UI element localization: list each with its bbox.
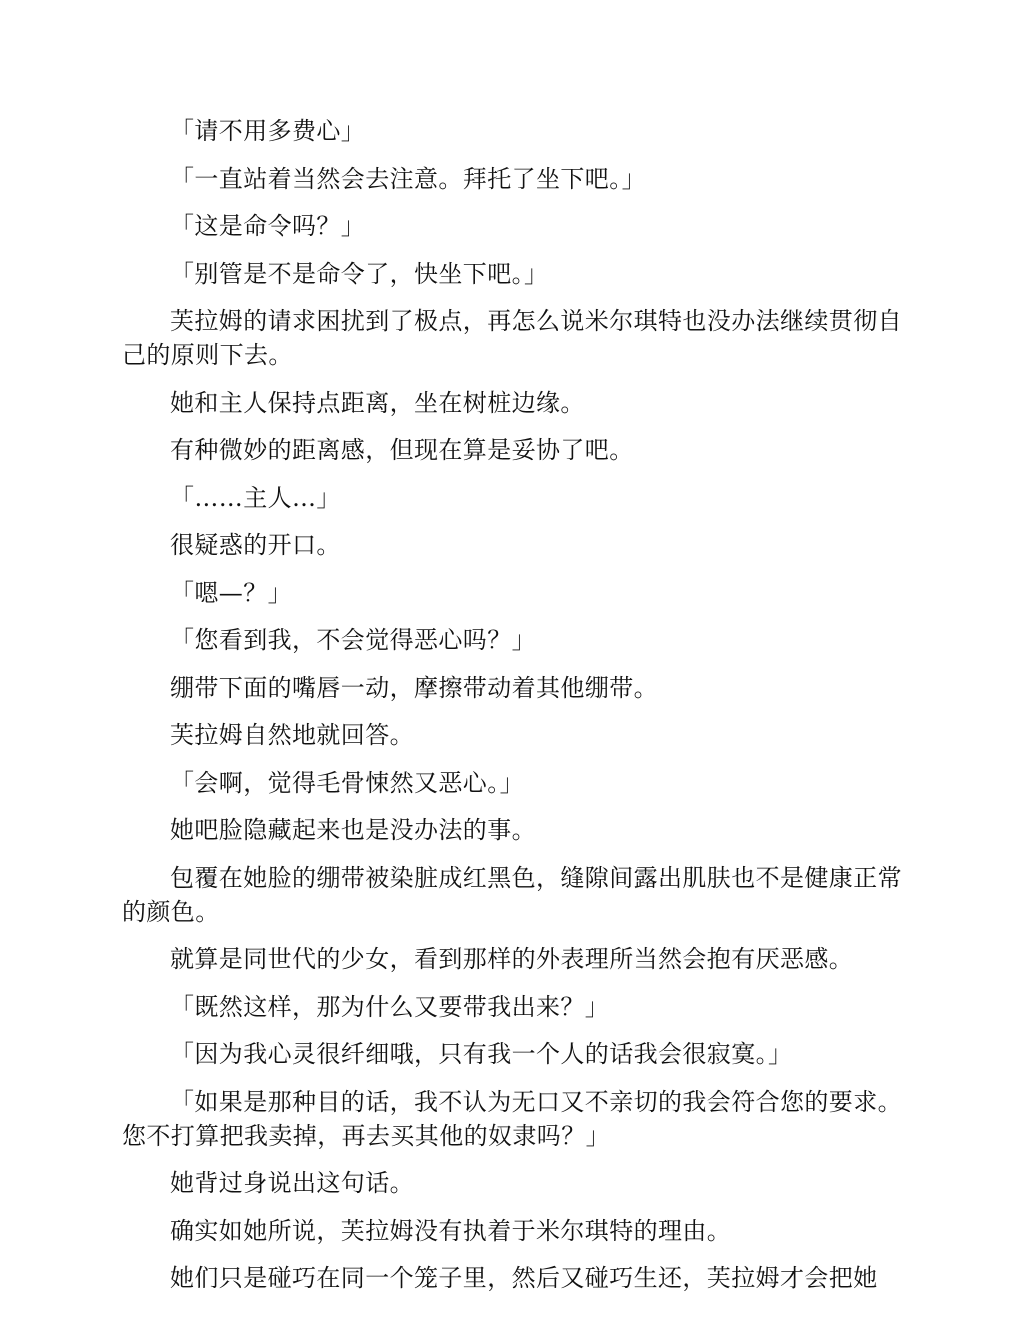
- paragraph-20: 「如果是那种目的话，我不认为无口又不亲切的我会符合您的要求。您不打算把我卖掉，再去买其他的奴隶吗？」: [122, 1087, 902, 1150]
- paragraph-12: 绷带下面的嘴唇一动，摩擦带动着其他绷带。: [170, 673, 658, 702]
- paragraph-4: 「别管是不是命令了，快坐下吧。」: [170, 259, 549, 288]
- paragraph-11: 「您看到我，不会觉得恶心吗？」: [170, 626, 536, 654]
- paragraph-14: 「会啊，觉得毛骨悚然又恶心。」: [170, 768, 524, 797]
- paragraph-23: 她们只是碰巧在同一个笼子里，然后又碰巧生还，芙拉姆才会把她: [170, 1264, 878, 1292]
- paragraph-1: 「请不用多费心」: [170, 117, 366, 145]
- paragraph-10: 「嗯—？」: [170, 578, 292, 607]
- paragraph-5: 芙拉姆的请求困扰到了极点，再怎么说米尔琪特也没办法继续贯彻自己的原则下去。: [122, 307, 902, 369]
- paragraph-19: 「因为我心灵很纤细哦，只有我一个人的话我会很寂寞。」: [170, 1040, 793, 1068]
- paragraph-16: 包覆在她脸的绷带被染脏成红黑色，缝隙间露出肌肤也不是健康正常的颜色。: [122, 863, 902, 926]
- paragraph-21: 她背过身说出这句话。: [170, 1169, 414, 1197]
- paragraph-3: 「这是命令吗？」: [170, 212, 366, 240]
- paragraph-2: 「一直站着当然会去注意。拜托了坐下吧。」: [170, 164, 646, 193]
- paragraph-6: 她和主人保持点距离，坐在树桩边缘。: [170, 388, 585, 417]
- paragraph-22: 确实如她所说，芙拉姆没有执着于米尔琪特的理由。: [170, 1216, 732, 1245]
- paragraph-13: 芙拉姆自然地就回答。: [170, 721, 414, 749]
- paragraph-8: 「……主人…」: [170, 483, 341, 512]
- paragraph-17: 就算是同世代的少女，看到那样的外表理所当然会抱有厌恶感。: [170, 945, 854, 973]
- paragraph-15: 她吧脸隐藏起来也是没办法的事。: [170, 816, 536, 844]
- paragraph-9: 很疑惑的开口。: [170, 531, 341, 559]
- paragraph-7: 有种微妙的距离感，但现在算是妥协了吧。: [170, 436, 634, 464]
- text-body: [122, 114, 902, 1309]
- paragraph-18: 「既然这样，那为什么又要带我出来？」: [170, 992, 610, 1021]
